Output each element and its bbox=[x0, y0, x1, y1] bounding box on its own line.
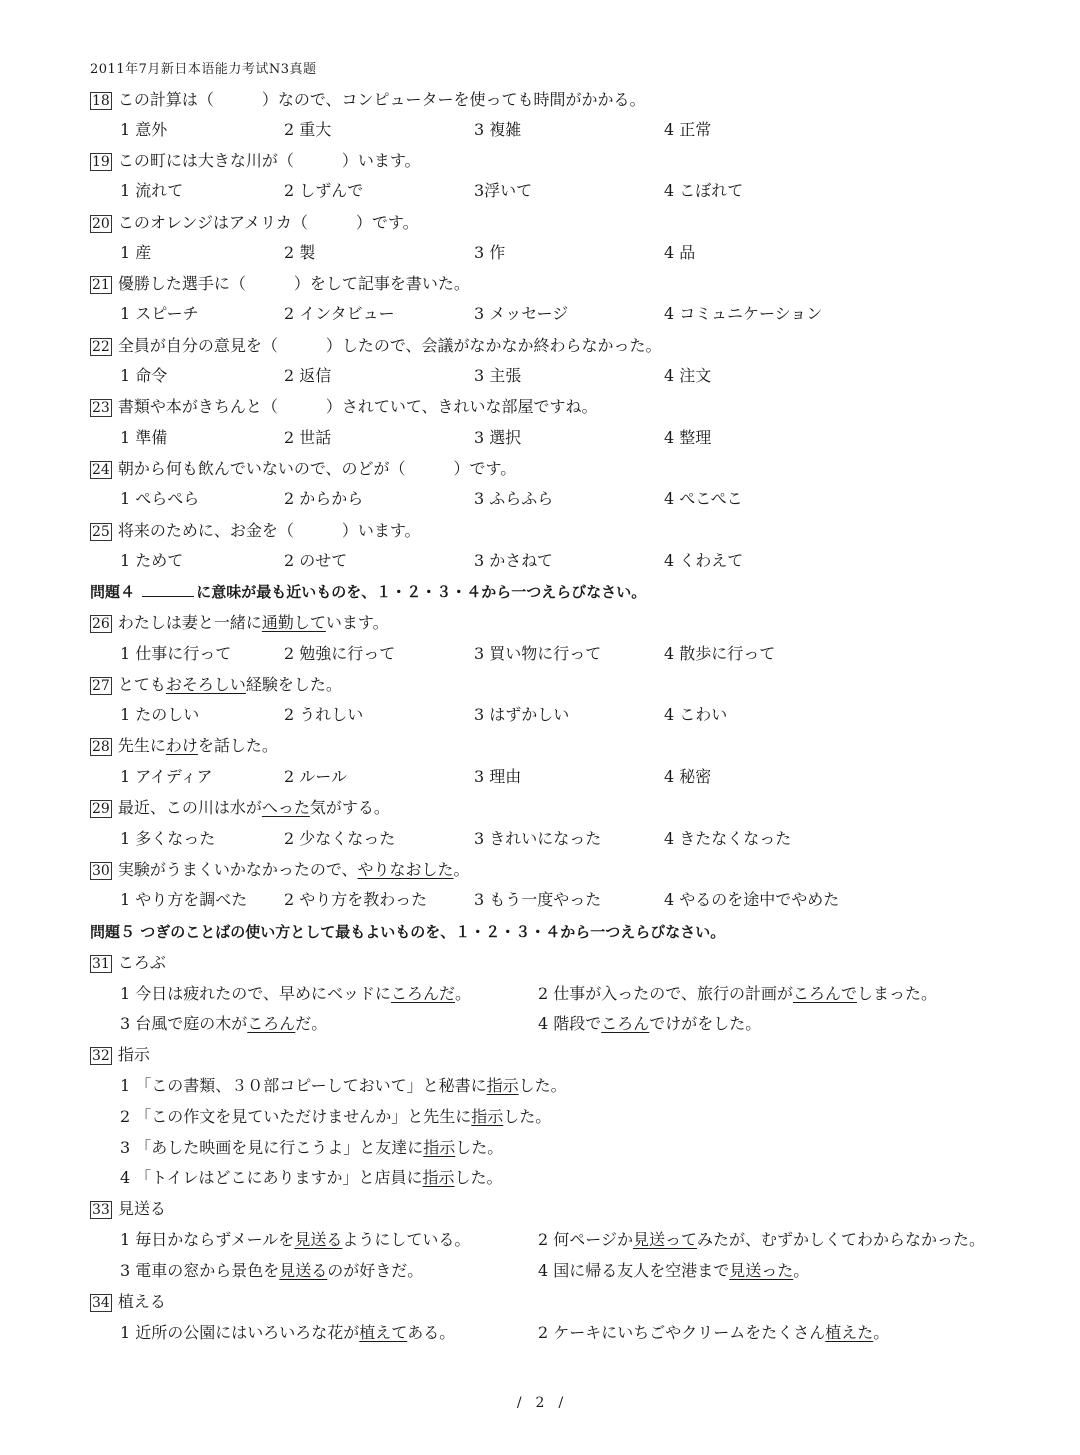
question-text: 朝から何も飲んでいないので、のどが（ ）です。 bbox=[117, 459, 517, 478]
option-1 bbox=[120, 1072, 567, 1100]
option-text: 2 何ページか bbox=[538, 1230, 633, 1249]
option-text: 4 国に帰る友人を空港まで bbox=[538, 1261, 730, 1280]
option-text: 3 台風で庭の木が bbox=[120, 1014, 248, 1033]
question-word: 指示 bbox=[117, 1045, 150, 1064]
option-4: 4 散歩に行って bbox=[664, 644, 776, 663]
section-5-instruction: 問題５ つぎのことばの使い方として最もよいものを、１・２・３・４から一つえらびなさい。 bbox=[90, 923, 726, 941]
question-22 bbox=[90, 332, 662, 360]
option-3: 3 はずかしい bbox=[474, 705, 570, 724]
section-label: 問題４ bbox=[90, 583, 141, 601]
option-2: 2 勉強に行って bbox=[284, 644, 396, 663]
section-text: に意味が最も近いものを、１・２・３・４から一つえらびなさい。 bbox=[196, 583, 647, 601]
option-1: 1 産 bbox=[120, 243, 152, 262]
question-number: 28 bbox=[92, 738, 110, 755]
option-1: 1 準備 bbox=[120, 428, 168, 447]
question-text: 将来のために、お金を（ ）います。 bbox=[117, 521, 421, 540]
option-3: 3 複雑 bbox=[474, 120, 522, 139]
page-header: 2011年7月新日本语能力考试N3真题 bbox=[90, 62, 317, 77]
option-4: 4 くわえて bbox=[664, 551, 744, 570]
option-1: 1 たのしい bbox=[120, 705, 200, 724]
underlined-word: おそろしい bbox=[165, 675, 246, 694]
option-1: 1 仕事に行って bbox=[120, 644, 232, 663]
option-text: した。 bbox=[454, 1168, 503, 1187]
option-1: 1 やり方を調べた bbox=[120, 890, 248, 909]
blank-underline bbox=[142, 582, 194, 597]
question-34 bbox=[90, 1288, 166, 1316]
underlined-word: 見送る bbox=[279, 1261, 328, 1280]
question-text: とても bbox=[117, 675, 166, 694]
question-number: 21 bbox=[92, 276, 110, 293]
question-word: 見送る bbox=[117, 1199, 166, 1218]
option-text: 1 近所の公園にはいろいろな花が bbox=[120, 1323, 360, 1342]
option-4: 4 コミュニケーション bbox=[664, 304, 823, 323]
option-2: 2 しずんで bbox=[284, 181, 364, 200]
option-text: 1 毎日かならずメールを bbox=[120, 1230, 295, 1249]
question-number: 24 bbox=[92, 461, 110, 478]
option-2: 2 世話 bbox=[284, 428, 332, 447]
question-number: 19 bbox=[92, 153, 110, 170]
question-26 bbox=[90, 609, 389, 637]
question-number: 20 bbox=[92, 215, 110, 232]
option-4 bbox=[538, 1010, 761, 1038]
option-4: 4 きたなくなった bbox=[664, 829, 792, 848]
question-number: 25 bbox=[92, 523, 110, 540]
option-4: 4 正常 bbox=[664, 120, 712, 139]
question-word: 植える bbox=[117, 1292, 166, 1311]
option-4: 4 整理 bbox=[664, 428, 712, 447]
option-1: 1 流れて bbox=[120, 181, 184, 200]
option-3: 3 作 bbox=[474, 243, 506, 262]
underlined-word: 植えた bbox=[825, 1323, 874, 1342]
option-2: 2 製 bbox=[284, 243, 316, 262]
option-text: 。 bbox=[873, 1323, 890, 1342]
question-number: 32 bbox=[92, 1047, 110, 1064]
question-text: 経験をした。 bbox=[245, 675, 342, 694]
option-2: 2 インタビュー bbox=[284, 304, 395, 323]
question-text: 先生に bbox=[117, 736, 166, 755]
underlined-word: 見送って bbox=[632, 1230, 697, 1249]
question-number: 30 bbox=[92, 862, 110, 879]
option-2: 2 重大 bbox=[284, 120, 332, 139]
option-3: 3 かさねて bbox=[474, 551, 553, 570]
option-1: 1 アイディア bbox=[120, 767, 213, 786]
option-text: 4 「トイレはどこにありますか」と店員に bbox=[120, 1168, 423, 1187]
option-text: した。 bbox=[455, 1138, 504, 1157]
option-2: 2 少なくなった bbox=[284, 829, 396, 848]
question-27 bbox=[90, 671, 342, 699]
question-text: 全員が自分の意見を（ ）したので、会議がなかなか終わらなかった。 bbox=[117, 336, 662, 355]
underlined-word: やりなおした bbox=[357, 860, 454, 879]
option-4: 4 こぼれて bbox=[664, 181, 744, 200]
option-1 bbox=[120, 1319, 455, 1347]
question-text: この計算は（ ）なので、コンピューターを使っても時間がかかる。 bbox=[117, 90, 646, 109]
option-1: 1 意外 bbox=[120, 120, 168, 139]
option-text: した。 bbox=[503, 1107, 552, 1126]
option-text: ようにしている。 bbox=[342, 1230, 471, 1249]
option-4: 4 やるのを途中でやめた bbox=[664, 890, 840, 909]
option-3 bbox=[120, 1010, 327, 1038]
option-text: みたが、むずかしくてわからなかった。 bbox=[696, 1230, 985, 1249]
underlined-word: 通勤して bbox=[261, 613, 326, 632]
option-4: 4 こわい bbox=[664, 705, 728, 724]
option-3: 3 買い物に行って bbox=[474, 644, 602, 663]
option-text: 。 bbox=[454, 984, 471, 1003]
underlined-word: ころん bbox=[601, 1014, 650, 1033]
option-3: 3 選択 bbox=[474, 428, 522, 447]
question-text: 気がする。 bbox=[309, 798, 390, 817]
option-3 bbox=[120, 1134, 503, 1162]
question-text: わたしは妻と一緒に bbox=[117, 613, 262, 632]
question-29 bbox=[90, 794, 390, 822]
underlined-word: 指示 bbox=[422, 1168, 455, 1187]
question-text: 書類や本がきちんと（ ）されていて、きれいな部屋ですね。 bbox=[117, 397, 598, 416]
question-19 bbox=[90, 147, 421, 175]
option-2 bbox=[538, 980, 937, 1008]
question-23 bbox=[90, 393, 598, 421]
option-4: 4 注文 bbox=[664, 366, 712, 385]
question-text: 実験がうまくいかなかったので、 bbox=[117, 860, 358, 879]
question-text: を話した。 bbox=[197, 736, 278, 755]
question-number: 31 bbox=[92, 955, 110, 972]
option-text: のが好きだ。 bbox=[327, 1261, 424, 1280]
question-20 bbox=[90, 209, 419, 237]
option-1: 1 ためて bbox=[120, 551, 184, 570]
underlined-word: ころんだ bbox=[390, 984, 455, 1003]
option-text: 3 「あした映画を見に行こうよ」と友達に bbox=[120, 1138, 424, 1157]
question-25 bbox=[90, 517, 421, 545]
page-number: / 2 / bbox=[516, 1395, 564, 1411]
option-3: 3浮いて bbox=[474, 181, 533, 200]
option-2: 2 やり方を教わった bbox=[284, 890, 428, 909]
underlined-word: 指示 bbox=[423, 1138, 456, 1157]
option-2: 2 のせて bbox=[284, 551, 348, 570]
underlined-word: ころんで bbox=[792, 984, 857, 1003]
question-text: 。 bbox=[453, 860, 470, 879]
option-3: 3 理由 bbox=[474, 767, 522, 786]
question-text: います。 bbox=[325, 613, 389, 632]
option-3: 3 メッセージ bbox=[474, 304, 569, 323]
question-number: 22 bbox=[92, 338, 110, 355]
option-text: だ。 bbox=[295, 1014, 328, 1033]
option-4 bbox=[120, 1164, 503, 1192]
question-text: 最近、この川は水が bbox=[117, 798, 262, 817]
option-4: 4 品 bbox=[664, 243, 696, 262]
question-text: このオレンジはアメリカ（ ）です。 bbox=[117, 213, 419, 232]
question-18 bbox=[90, 86, 646, 114]
question-number: 27 bbox=[92, 677, 110, 694]
option-text: ある。 bbox=[407, 1323, 456, 1342]
option-text: 2 「この作文を見ていただけませんか」と先生に bbox=[120, 1107, 472, 1126]
option-4: 4 秘密 bbox=[664, 767, 712, 786]
question-text: この町には大きな川が（ ）います。 bbox=[117, 151, 421, 170]
question-21 bbox=[90, 270, 470, 298]
question-33 bbox=[90, 1195, 166, 1223]
option-2: 2 うれしい bbox=[284, 705, 364, 724]
option-text: 2 ケーキにいちごやクリームをたくさん bbox=[538, 1323, 826, 1342]
option-text: しまった。 bbox=[856, 984, 937, 1003]
question-number: 26 bbox=[92, 615, 110, 632]
option-text: でけがをした。 bbox=[649, 1014, 762, 1033]
option-1: 1 スピーチ bbox=[120, 304, 199, 323]
section-4-instruction bbox=[90, 578, 646, 606]
question-word: ころぶ bbox=[117, 953, 166, 972]
option-2: 2 からから bbox=[284, 489, 364, 508]
underlined-word: わけ bbox=[165, 736, 198, 755]
option-3 bbox=[120, 1257, 423, 1285]
option-text: 2 仕事が入ったので、旅行の計画が bbox=[538, 984, 793, 1003]
option-3: 3 主張 bbox=[474, 366, 522, 385]
question-number: 18 bbox=[92, 92, 110, 109]
underlined-word: 植えて bbox=[359, 1323, 408, 1342]
question-32 bbox=[90, 1041, 150, 1069]
option-3: 3 もう一度やった bbox=[474, 890, 602, 909]
option-text: 4 階段で bbox=[538, 1014, 602, 1033]
question-31 bbox=[90, 949, 166, 977]
question-number: 23 bbox=[92, 399, 110, 416]
option-2: 2 ルール bbox=[284, 767, 347, 786]
option-3: 3 ふらふら bbox=[474, 489, 554, 508]
option-1 bbox=[120, 980, 471, 1008]
option-3: 3 きれいになった bbox=[474, 829, 602, 848]
question-text: 優勝した選手に（ ）をして記事を書いた。 bbox=[117, 274, 470, 293]
question-24 bbox=[90, 455, 516, 483]
option-text: 1 「この書類、３０部コピーしておいて」と秘書に bbox=[120, 1076, 487, 1095]
option-1: 1 ぺらぺら bbox=[120, 489, 200, 508]
question-number: 34 bbox=[92, 1294, 110, 1311]
underlined-word: へった bbox=[261, 798, 310, 817]
option-1: 1 命令 bbox=[120, 366, 168, 385]
question-number: 29 bbox=[92, 800, 110, 817]
question-30 bbox=[90, 856, 470, 884]
option-text: した。 bbox=[518, 1076, 567, 1095]
option-1: 1 多くなった bbox=[120, 829, 216, 848]
option-text: 3 電車の窓から景色を bbox=[120, 1261, 280, 1280]
question-number: 33 bbox=[92, 1201, 110, 1218]
underlined-word: 見送った bbox=[729, 1261, 794, 1280]
underlined-word: ころん bbox=[247, 1014, 296, 1033]
underlined-word: 指示 bbox=[486, 1076, 519, 1095]
option-4: 4 ぺこぺこ bbox=[664, 489, 743, 508]
option-text: 。 bbox=[793, 1261, 810, 1280]
option-2: 2 返信 bbox=[284, 366, 332, 385]
underlined-word: 見送る bbox=[294, 1230, 343, 1249]
underlined-word: 指示 bbox=[471, 1107, 504, 1126]
question-28 bbox=[90, 732, 278, 760]
option-text: 1 今日は疲れたので、早めにベッドに bbox=[120, 984, 391, 1003]
option-4 bbox=[538, 1257, 809, 1285]
option-2 bbox=[120, 1103, 551, 1131]
option-1 bbox=[120, 1226, 470, 1254]
option-2 bbox=[538, 1319, 889, 1347]
option-2 bbox=[538, 1226, 985, 1254]
